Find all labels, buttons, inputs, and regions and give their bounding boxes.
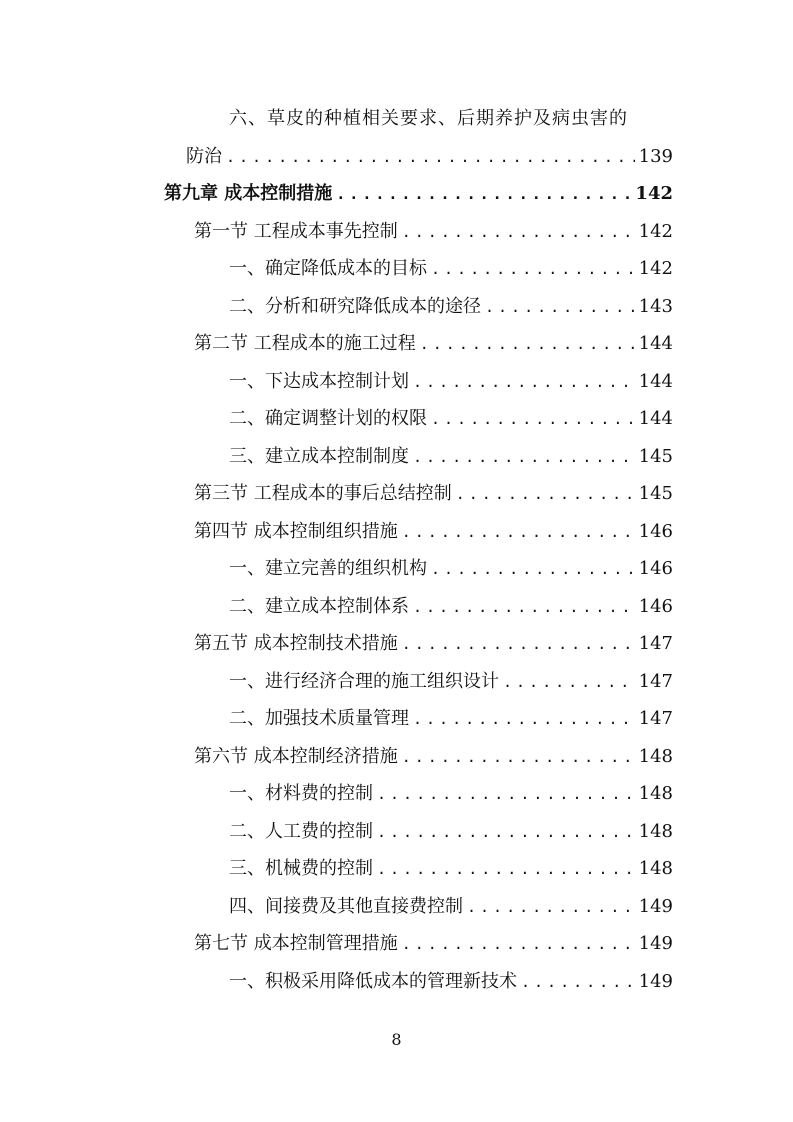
toc-entry-title: 一、下达成本控制计划: [229, 370, 409, 392]
toc-entry-title: 二、建立成本控制体系: [229, 595, 409, 617]
toc-entry-page: 149: [638, 970, 673, 992]
toc-entry-title: 三、机械费的控制: [229, 858, 373, 879]
toc-entry-title: 四、间接费及其他直接费控制: [229, 895, 463, 917]
toc-entry-page: 145: [638, 483, 673, 504]
toc-entry-title: 一、确定降低成本的目标: [229, 258, 427, 279]
toc-leader-dots: [402, 214, 635, 252]
toc-leader-dots: [467, 889, 635, 927]
toc-entry-page: 147: [638, 633, 673, 654]
toc-entry-title: 第七节 成本控制管理措施: [194, 933, 398, 954]
toc-entry[interactable]: [0, 925, 793, 963]
toc-entry[interactable]: [0, 850, 793, 888]
toc-entry-title: 二、人工费的控制: [229, 820, 373, 842]
toc-entry-page: 147: [638, 670, 673, 692]
toc-entry-title: 一、材料费的控制: [229, 783, 373, 804]
toc-leader-dots: [456, 476, 635, 514]
page-number: 8: [391, 1030, 402, 1049]
toc-leader-dots: [413, 364, 635, 402]
toc-entry-page: 149: [638, 895, 673, 917]
toc-entry-page: 142: [635, 183, 673, 204]
toc-entry-page: 148: [638, 820, 673, 842]
toc-leader-dots: [420, 326, 635, 364]
toc-entry-page: 142: [638, 220, 673, 242]
toc-entry-title: 二、确定调整计划的权限: [229, 408, 427, 429]
toc-entry-page: 144: [638, 333, 673, 354]
toc-leader-dots: [431, 401, 635, 439]
toc-entry[interactable]: [0, 288, 793, 326]
toc-entry-title: 第二节 工程成本的施工过程: [194, 333, 416, 354]
toc-entry-page: 145: [638, 445, 673, 467]
toc-leader-dots: [402, 739, 635, 777]
toc-entry[interactable]: [0, 813, 793, 851]
toc-entry[interactable]: [0, 663, 793, 701]
toc-entry[interactable]: [0, 963, 793, 1001]
toc-entry-page: 144: [638, 408, 673, 429]
toc-leader-dots: [485, 289, 635, 327]
toc-entry[interactable]: [0, 325, 793, 363]
toc-leader-dots: [402, 514, 635, 552]
toc-leader-dots: [226, 139, 635, 177]
toc-leader-dots: [402, 926, 635, 964]
toc-entry[interactable]: [0, 625, 793, 663]
toc-entry-title: 第九章 成本控制措施: [164, 183, 333, 204]
toc-entry-page: 146: [638, 558, 673, 579]
toc-entry-page: 148: [638, 858, 673, 879]
toc-entry-title: 一、进行经济合理的施工组织设计: [229, 670, 499, 692]
toc-leader-dots: [521, 964, 635, 1002]
toc-leader-dots: [431, 551, 635, 589]
toc-entry-list: [0, 175, 793, 1000]
toc-entry-wrapped[interactable]: [0, 100, 793, 138]
toc-entry[interactable]: [0, 213, 793, 251]
toc-entry-page: 143: [638, 295, 673, 317]
toc-entry-title: 第四节 成本控制组织措施: [194, 520, 398, 542]
toc-entry[interactable]: [0, 513, 793, 551]
toc-entry[interactable]: [0, 738, 793, 776]
toc-leader-dots: [377, 814, 635, 852]
toc-entry-title: 三、建立成本控制制度: [229, 445, 409, 467]
toc-leader-dots: [402, 626, 635, 664]
toc-leader-dots: [431, 251, 635, 289]
toc-entry-page: 147: [638, 708, 673, 729]
toc-entry-title: 二、加强技术质量管理: [229, 708, 409, 729]
toc-entry[interactable]: [0, 475, 793, 513]
toc-leader-dots: [413, 589, 635, 627]
toc-entry-page: 148: [638, 783, 673, 804]
table-of-contents: [0, 100, 793, 1000]
toc-entry-title: 第六节 成本控制经济措施: [194, 745, 398, 767]
toc-entry-title-line1: 六、草皮的种植相关要求、后期养护及病虫害的: [229, 108, 628, 129]
toc-leader-dots: [377, 776, 635, 814]
toc-entry-page: 148: [638, 745, 673, 767]
toc-entry[interactable]: [0, 438, 793, 476]
toc-entry[interactable]: [0, 700, 793, 738]
toc-entry[interactable]: [0, 400, 793, 438]
toc-entry-page: 144: [638, 370, 673, 392]
toc-entry-page: 146: [638, 595, 673, 617]
toc-entry-title: 一、建立完善的组织机构: [229, 558, 427, 579]
toc-leader-dots: [336, 176, 631, 214]
toc-entry-title: 第三节 工程成本的事后总结控制: [194, 483, 452, 504]
toc-entry-title: 第一节 工程成本事先控制: [194, 220, 398, 242]
toc-entry[interactable]: [0, 888, 793, 926]
toc-leader-dots: [503, 664, 635, 702]
toc-leader-dots: [413, 439, 635, 477]
toc-entry-title: 二、分析和研究降低成本的途径: [229, 295, 481, 317]
toc-entry-wrapped-continuation[interactable]: [0, 138, 793, 176]
toc-entry-title: 一、积极采用降低成本的管理新技术: [229, 970, 517, 992]
toc-entry[interactable]: [0, 775, 793, 813]
toc-entry-page: 139: [638, 145, 673, 167]
toc-entry[interactable]: [0, 175, 793, 213]
toc-entry-title-line2: 防治: [186, 145, 222, 167]
toc-entry[interactable]: [0, 588, 793, 626]
toc-leader-dots: [377, 851, 635, 889]
toc-entry[interactable]: [0, 363, 793, 401]
toc-entry[interactable]: [0, 250, 793, 288]
toc-leader-dots: [413, 701, 635, 739]
toc-entry-page: 142: [638, 258, 673, 279]
toc-entry-page: 146: [638, 520, 673, 542]
toc-entry-page: 149: [638, 933, 673, 954]
toc-entry[interactable]: [0, 550, 793, 588]
toc-entry-title: 第五节 成本控制技术措施: [194, 633, 398, 654]
